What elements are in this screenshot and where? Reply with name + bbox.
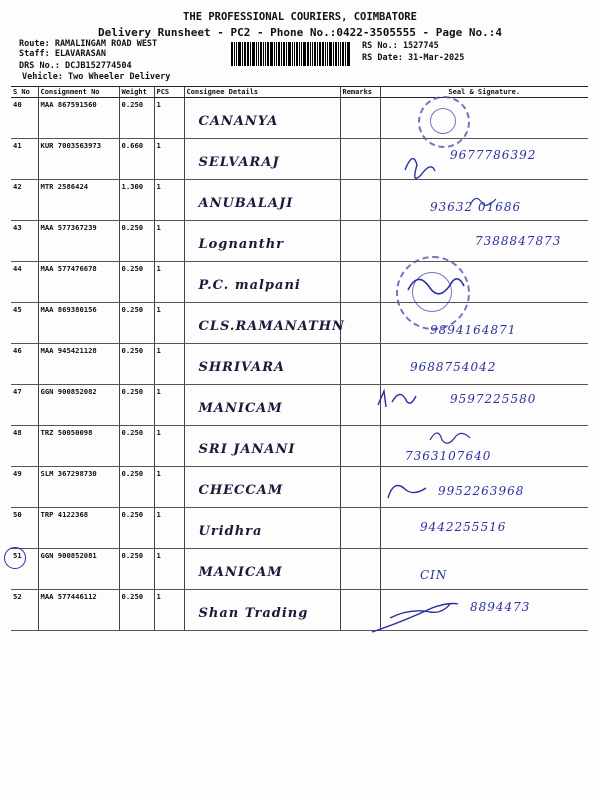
table-row	[11, 426, 588, 467]
cell-weight: 0.250	[119, 344, 154, 385]
barcode-bar	[307, 42, 309, 66]
drs-number: DRS No.: DCJB152774504	[19, 61, 132, 71]
barcode-bar	[317, 42, 318, 66]
cell-weight: 0.250	[119, 467, 154, 508]
cell-consignee	[184, 262, 340, 303]
barcode-bar	[310, 42, 311, 66]
cell-remarks	[340, 344, 380, 385]
consignee-handwriting: CLS.RAMANATHN	[198, 319, 345, 334]
barcode-bar	[258, 42, 259, 66]
barcode-bar	[288, 42, 291, 66]
cell-weight: 0.250	[119, 549, 154, 590]
cell-pcs: 1	[154, 221, 184, 262]
cell-pcs: 1	[154, 303, 184, 344]
signature-phone: 9952263968	[438, 484, 525, 498]
consignee-handwriting: Uridhra	[198, 524, 263, 539]
signature-phone: 7388847873	[475, 234, 562, 248]
signature-phone: 7363107640	[405, 449, 492, 463]
rs-date: RS Date: 31-Mar-2025	[362, 53, 465, 63]
cell-pcs: 1	[154, 344, 184, 385]
cell-consignee	[184, 221, 340, 262]
cell-remarks	[340, 262, 380, 303]
consignee-handwriting: CHECCAM	[198, 483, 284, 498]
cell-consignment: KUR 7003563973	[38, 139, 119, 180]
cell-pcs: 1	[154, 262, 184, 303]
cell-pcs: 1	[154, 549, 184, 590]
sno-text: 51	[13, 551, 22, 560]
circle-mark	[4, 547, 26, 569]
barcode-bar	[322, 42, 324, 66]
barcode-bar	[238, 42, 241, 66]
cell-consignment: GGN 900852081	[38, 549, 119, 590]
cell-remarks	[340, 139, 380, 180]
cell-weight: 0.250	[119, 303, 154, 344]
col-sno: S No	[11, 87, 38, 98]
cell-remarks	[340, 180, 380, 221]
consignee-handwriting: Lognanthr	[198, 237, 285, 252]
signature-phone: CIN	[420, 568, 448, 582]
barcode-bar	[244, 42, 246, 66]
barcode-bar	[329, 42, 332, 66]
cell-consignee	[184, 303, 345, 344]
barcode-bar	[234, 42, 235, 66]
col-pcs: PCS	[154, 87, 184, 98]
barcode	[231, 42, 356, 66]
table-row	[11, 262, 588, 303]
cell-sno: 52	[11, 590, 38, 631]
cell-remarks	[340, 303, 380, 344]
barcode-bar	[286, 42, 287, 66]
consignee-handwriting: SHRIVARA	[198, 360, 286, 375]
cell-pcs: 1	[154, 467, 184, 508]
cell-weight: 0.250	[119, 221, 154, 262]
cell-consignee	[184, 139, 340, 180]
barcode-bar	[270, 42, 273, 66]
company-name: THE PROFESSIONAL COURIERS, COIMBATORE	[183, 11, 417, 23]
cell-consignment: TRP 4122368	[38, 508, 119, 549]
cell-consignment: SLM 367298730	[38, 467, 119, 508]
barcode-bar	[294, 42, 295, 66]
cell-sno: 47	[11, 385, 38, 426]
stamp-seal-2-inner	[412, 272, 452, 312]
cell-signature	[380, 98, 588, 139]
barcode-bar	[283, 42, 285, 66]
cell-remarks	[340, 426, 380, 467]
signature-phone: 9677786392	[450, 148, 537, 162]
signature-phone: 8894473	[470, 600, 531, 614]
cell-sno: 44	[11, 262, 38, 303]
cell-remarks	[340, 549, 380, 590]
barcode-bar	[342, 42, 344, 66]
consignee-handwriting: MANICAM	[198, 565, 283, 580]
barcode-bar	[274, 42, 275, 66]
cell-pcs: 1	[154, 98, 184, 139]
table-header-row	[11, 87, 588, 98]
barcode-bar	[345, 42, 346, 66]
cell-weight: 0.250	[119, 508, 154, 549]
cell-consignment: MAA 577367239	[38, 221, 119, 262]
cell-sno: 48	[11, 426, 38, 467]
cell-sno: 49	[11, 467, 38, 508]
barcode-bar	[319, 42, 321, 66]
cell-sno	[11, 549, 38, 590]
vehicle-label: Vehicle: Two Wheeler Delivery	[22, 72, 171, 82]
barcode-bar	[236, 42, 237, 66]
cell-signature	[380, 549, 588, 590]
cell-sno: 50	[11, 508, 38, 549]
cell-sno: 42	[11, 180, 38, 221]
barcode-bar	[314, 42, 316, 66]
consignee-handwriting: SRI JANANI	[198, 442, 296, 457]
signature-phone: 9688754042	[410, 360, 497, 374]
barcode-bar	[256, 42, 257, 66]
cell-consignee	[184, 98, 340, 139]
col-remarks: Remarks	[340, 87, 380, 98]
cell-remarks	[340, 98, 380, 139]
cell-weight: 0.250	[119, 385, 154, 426]
consignee-handwriting: MANICAM	[198, 401, 283, 416]
barcode-bar	[335, 42, 337, 66]
col-consignment: Consignment No	[38, 87, 119, 98]
cell-remarks	[340, 385, 380, 426]
cell-consignment: MAA 867591560	[38, 98, 119, 139]
cell-remarks	[340, 221, 380, 262]
barcode-bar	[242, 42, 243, 66]
cell-consignment: MAA 945421128	[38, 344, 119, 385]
barcode-bar	[312, 42, 313, 66]
barcode-bar	[260, 42, 262, 66]
cell-consignment: MAA 577446112	[38, 590, 119, 631]
route-label: Route: RAMALINGAM ROAD WEST	[19, 39, 158, 49]
barcode-bar	[247, 42, 249, 66]
barcode-bar	[301, 42, 302, 66]
barcode-bar	[263, 42, 264, 66]
cell-weight: 0.250	[119, 98, 154, 139]
cell-consignee	[184, 590, 340, 631]
table-row	[11, 344, 588, 385]
cell-sno: 40	[11, 98, 38, 139]
barcode-bar	[340, 42, 341, 66]
cell-consignment: TRZ 50050098	[38, 426, 119, 467]
barcode-bar	[325, 42, 326, 66]
col-seal: Seal & Signature.	[380, 87, 588, 98]
col-weight: Weight	[119, 87, 154, 98]
staff-label: Staff: ELAVARASAN	[19, 49, 106, 59]
cell-sno: 43	[11, 221, 38, 262]
cell-consignee	[184, 426, 340, 467]
consignee-handwriting: Shan Trading	[198, 606, 309, 621]
barcode-bar	[250, 42, 251, 66]
barcode-bar	[267, 42, 269, 66]
col-consignee: Consignee Details	[184, 87, 340, 98]
cell-remarks	[340, 467, 380, 508]
cell-consignee	[184, 385, 340, 426]
barcode-bar	[265, 42, 266, 66]
barcode-bar	[299, 42, 300, 66]
barcode-bar	[281, 42, 282, 66]
signature-phone: 9442255516	[420, 520, 507, 534]
barcode-bar	[292, 42, 293, 66]
cell-remarks	[340, 590, 380, 631]
cell-weight: 0.250	[119, 426, 154, 467]
table-row	[11, 549, 588, 590]
signature-phone: 9597225580	[450, 392, 537, 406]
cell-pcs: 1	[154, 590, 184, 631]
cell-pcs: 1	[154, 180, 184, 221]
cell-weight: 0.250	[119, 590, 154, 631]
cell-pcs: 1	[154, 426, 184, 467]
barcode-bar	[327, 42, 328, 66]
cell-consignee	[184, 344, 340, 385]
cell-consignment: MAA 577476678	[38, 262, 119, 303]
cell-pcs: 1	[154, 385, 184, 426]
barcode-bar	[231, 42, 233, 66]
table-row	[11, 98, 588, 139]
signature-phone: 93632 01686	[430, 200, 522, 214]
cell-weight: 1.300	[119, 180, 154, 221]
consignee-handwriting: ANUBALAJI	[198, 196, 294, 211]
consignee-handwriting: SELVARAJ	[198, 155, 280, 170]
barcode-bar	[296, 42, 298, 66]
cell-consignment: GGN 900852082	[38, 385, 119, 426]
barcode-bar	[333, 42, 334, 66]
cell-sno: 45	[11, 303, 38, 344]
barcode-bar	[347, 42, 350, 66]
cell-consignment: MAA 869380156	[38, 303, 119, 344]
cell-consignee	[184, 549, 340, 590]
cell-sno: 46	[11, 344, 38, 385]
cell-pcs: 1	[154, 508, 184, 549]
consignee-handwriting: CANANYA	[198, 114, 279, 129]
runsheet-table	[11, 86, 588, 631]
rs-number: RS No.: 1527745	[362, 41, 439, 51]
cell-consignee	[184, 508, 340, 549]
cell-pcs: 1	[154, 139, 184, 180]
barcode-bar	[303, 42, 306, 66]
consignee-handwriting: P.C. malpani	[198, 278, 301, 293]
cell-sno: 41	[11, 139, 38, 180]
cell-weight: 0.660	[119, 139, 154, 180]
barcode-bar	[276, 42, 277, 66]
barcode-bar	[252, 42, 255, 66]
barcode-bar	[278, 42, 280, 66]
runsheet-title: Delivery Runsheet - PC2 - Phone No.:0422-3505555 - Page No.:4	[98, 26, 502, 39]
barcode-bar	[338, 42, 339, 66]
cell-weight: 0.250	[119, 262, 154, 303]
cell-consignee	[184, 180, 340, 221]
signature-phone: 9894164871	[430, 323, 517, 337]
cell-consignee	[184, 467, 340, 508]
cell-consignment: MTR 2586424	[38, 180, 119, 221]
stamp-seal-1-inner	[430, 108, 456, 134]
cell-remarks	[340, 508, 380, 549]
